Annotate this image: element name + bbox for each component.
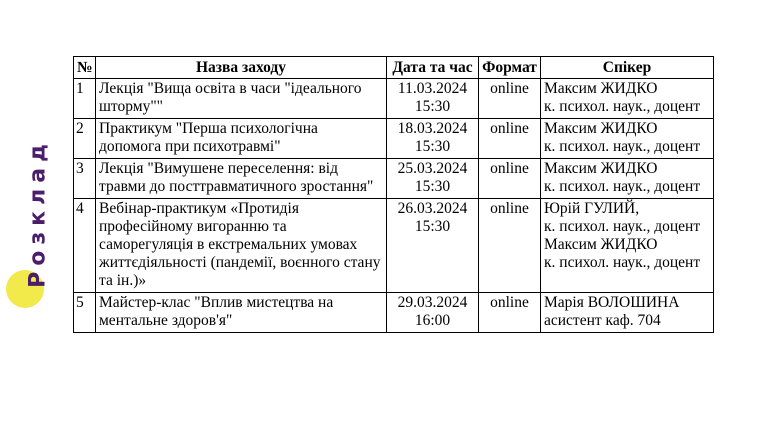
table-row: [74, 79, 714, 119]
event-title: Вебінар-практикум «Протидія професійному вигоранню та саморегуляція в екстремальних умовах життєдіяльності (пандемії, воєнного стану та ін.)»: [96, 199, 387, 293]
table-row: [74, 293, 714, 333]
event-date: 26.03.2024: [397, 200, 468, 217]
speaker-title: асистент каф. 704: [544, 312, 661, 329]
event-date: 29.03.2024: [397, 294, 468, 311]
header-number: №: [74, 57, 96, 79]
event-time: 16:00: [414, 312, 451, 329]
row-number: 1: [74, 79, 96, 119]
event-datetime: [387, 159, 479, 199]
speaker-name: Марія ВОЛОШИНА: [544, 294, 680, 311]
event-time: 15:30: [414, 218, 451, 235]
event-speaker: [541, 119, 714, 159]
event-format: online: [479, 79, 541, 119]
event-title: Лекція "Вища освіта в часи "ідеального шторму"": [96, 79, 387, 119]
event-time: 15:30: [414, 138, 451, 155]
table-row: [74, 159, 714, 199]
event-datetime: [387, 293, 479, 333]
row-number: 5: [74, 293, 96, 333]
event-time: 15:30: [414, 98, 451, 115]
speaker-name: Максим ЖИДКО: [544, 236, 658, 253]
event-speaker: [541, 293, 714, 333]
event-date: 11.03.2024: [397, 80, 468, 97]
event-format: online: [479, 159, 541, 199]
row-number: 3: [74, 159, 96, 199]
slide-title: Розклад: [25, 138, 51, 288]
row-number: 4: [74, 199, 96, 293]
speaker-title: к. психол. наук., доцент: [544, 98, 701, 115]
event-speaker: [541, 159, 714, 199]
header-format: Формат: [479, 57, 541, 79]
event-datetime: [387, 119, 479, 159]
speaker-name: Юрій ГУЛИЙ,: [544, 200, 640, 217]
row-number: 2: [74, 119, 96, 159]
event-speaker: [541, 79, 714, 119]
event-format: online: [479, 293, 541, 333]
table-row: [74, 119, 714, 159]
event-time: 15:30: [414, 178, 451, 195]
schedule-table: [73, 56, 714, 333]
event-title: Майстер-клас "Вплив мистецтва на ментальне здоров'я": [96, 293, 387, 333]
header-date-time: Дата та час: [387, 57, 479, 79]
table-header-row: [74, 57, 714, 79]
event-title: Лекція "Вимушене переселення: від травми до посттравматичного зростання": [96, 159, 387, 199]
event-title: Практикум "Перша психологічна допомога при психотравмі": [96, 119, 387, 159]
header-event-name: Назва заходу: [96, 57, 387, 79]
event-format: online: [479, 199, 541, 293]
speaker-title: к. психол. наук., доцент: [544, 138, 701, 155]
speaker-name: Максим ЖИДКО: [544, 160, 658, 177]
header-speaker: Спікер: [541, 57, 714, 79]
event-speaker: [541, 199, 714, 293]
table-row: [74, 199, 714, 293]
event-datetime: [387, 199, 479, 293]
event-date: 25.03.2024: [397, 160, 468, 177]
event-datetime: [387, 79, 479, 119]
speaker-name: Максим ЖИДКО: [544, 120, 658, 137]
speaker-title: к. психол. наук., доцент: [544, 178, 701, 195]
event-date: 18.03.2024: [397, 120, 468, 137]
speaker-title: к. психол. наук., доцент: [544, 254, 701, 271]
event-format: online: [479, 119, 541, 159]
speaker-title: к. психол. наук., доцент: [544, 218, 701, 235]
speaker-name: Максим ЖИДКО: [544, 80, 658, 97]
